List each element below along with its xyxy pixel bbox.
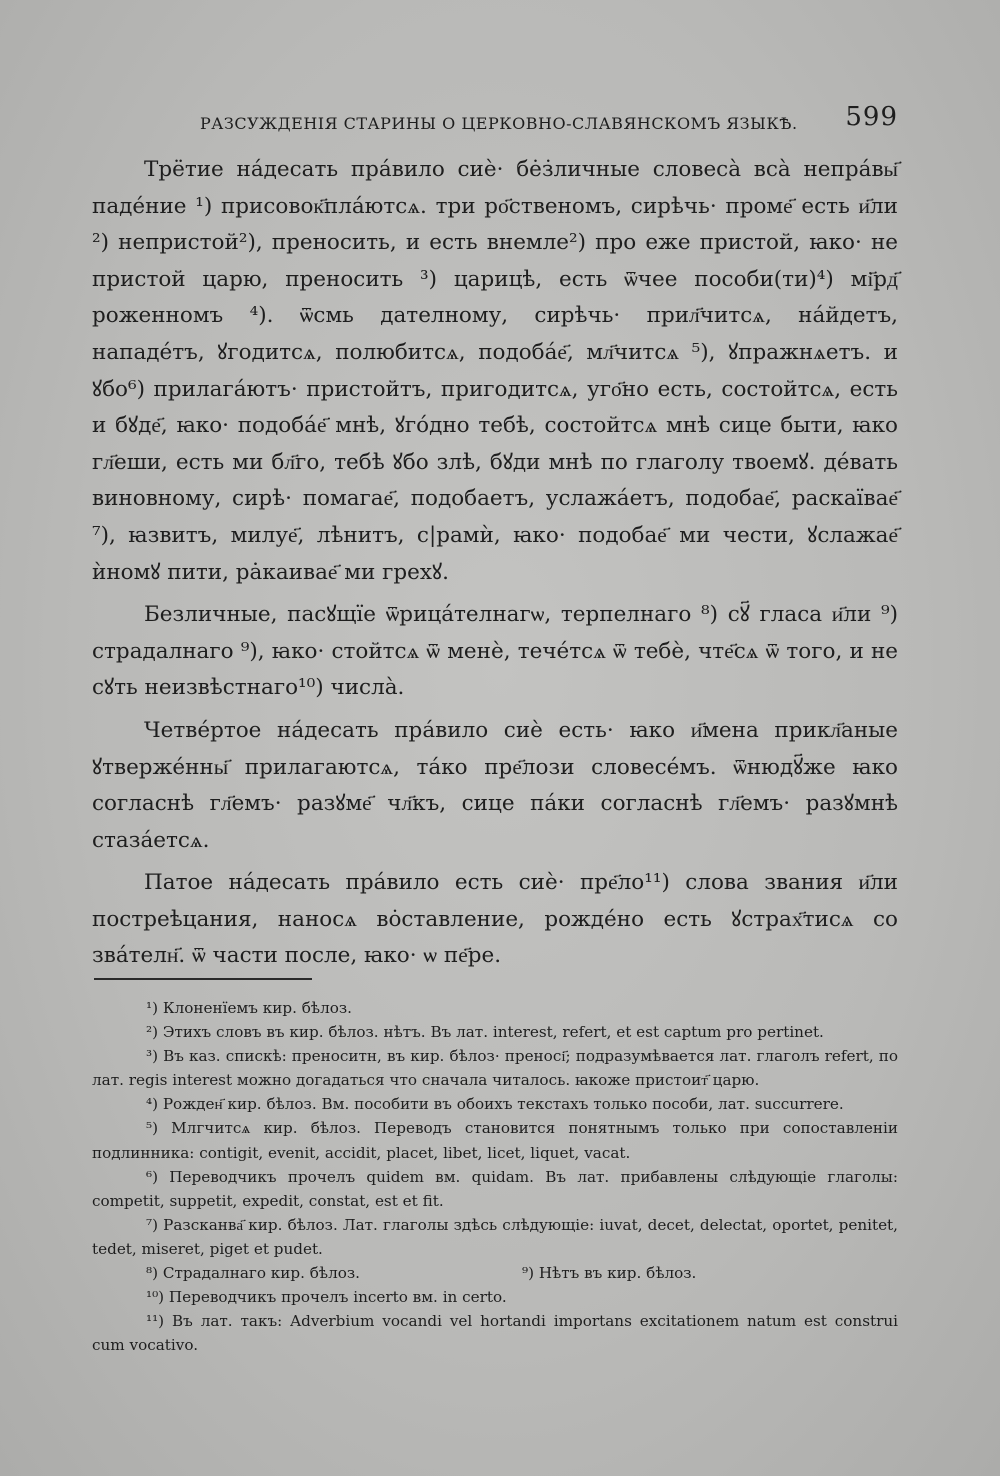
footnotes — [92, 996, 898, 1357]
footnote: ²) Этихъ словъ въ кир. бѣлоз. нѣтъ. Въ лат. interest, refert, et est captum pro pertinet. — [146, 1023, 824, 1042]
footnote: ¹¹) Въ лат. такъ: Adverbium vocandi vel hortandi importans excitationem natum est construi cum vocativo. — [92, 1312, 898, 1355]
paragraph: Трётие нáдесать прáвило сиè· бе̇з̇личные словесà всà непрáвы҃ падéние ¹) присовок҃плáютсѧ. три ро҃ственомъ, сирѣчь· проме҃ есть и҃ли ²) непристой²), преносить, и есть внемле²) про еже пристой, ꙗко· не пристой царю, преносить ³) царицѣ, есть ѿчее пособи(ти)⁴) мі҃рд҃ роженномъ ⁴). ѿсмь дателному, сирѣчь· прил҃читсѧ, нáйдетъ, нападéтъ, ꙋгодитсѧ, полюбитсѧ, подобáе҃, мл҃читсѧ ⁵), ꙋпражнѧетъ. и ꙋбо⁶) прилагáютъ· пристойтъ, пригодитсѧ, уго҃но есть, состойтсѧ, есть и бꙋде҃, ꙗко· подобáе҃ мнѣ, ꙋгóдно тебѣ, состойтсѧ мнѣ сице быти, ꙗко гл҃еши, есть ми бл҃го, тебѣ ꙋбо злѣ, бꙋди мнѣ по глаголу твоемꙋ. дéвать виновному, сирѣ· помагае҃, подобаетъ, услажáетъ, подобае҃, раскаївае҃ ⁷), ꙗзвитъ, милуе҃, лѣнитъ, с|рамѝ, ꙗко· подобае҃ ми чести, ꙋслажае҃ ѝномꙋ пити, ра̇̇каивае҃ ми грехꙋ. — [92, 157, 898, 585]
running-title: РАЗСУЖДЕНІЯ СТАРИНЫ О ЦЕРКОВНО-СЛАВЯНСКОМЪ ЯЗЫКѢ. — [200, 114, 798, 133]
footnote: ⁷) Разсканва҃ кир. бѣлоз. Лат. глаголы здѣсь слѣдующіе: iuvat, decet, delectat, oportet, penitet, tedet, miseret, piget et pudet. — [92, 1215, 898, 1258]
footnote: ¹) Клоненїемъ кир. бѣлоз. — [146, 999, 352, 1017]
footnote: ⁵) Млгчитсѧ кир. бѣлоз. Переводъ становится понятнымъ только при сопоставленіи подлинника: contigit, evenit, accidit, placet, libet, licet, liquet, vacat. — [92, 1119, 898, 1162]
footnote: ¹⁰) Переводчикъ прочелъ incerto вм. in certo. — [146, 1288, 507, 1307]
footnote: ⁴) Рожден҃ кир. бѣлоз. Вм. пособити въ обоихъ текстахъ только пособи, лат. succurrere. — [146, 1095, 844, 1114]
footnote: ⁶) Переводчикъ прочелъ quidem вм. quidam. Въ лат. прибавлены слѣдующіе глаголы: competit, suppetit, expedit, constat, est et fit. — [92, 1167, 898, 1210]
footnote: ⁸) Страдалнаго кир. бѣлоз. — [146, 1264, 360, 1283]
page-number: 599 — [845, 102, 898, 132]
footnote-separator — [94, 978, 312, 980]
paragraph: Четвéртое нáдесать прáвило сиè есть· ꙗко и҃мена прикл҃аные ꙋтвержéнны҃ прилагаютсѧ, тáко пре҃лози словесéмъ. ѿнюдꙋ҃же ꙗко согласнѣ гл҃емъ· разꙋме҃ чл҃къ, сице пáки согласнѣ гл҃емъ· разꙋмнѣ стазáетсѧ. — [92, 717, 898, 853]
paragraph: Патое нáдесать прáвило есть сиè· пре҃ло¹¹) слова звания и҃ли постреѣцания, наносѧ во̇ставление, рождéно есть ꙋстрах҃тисѧ со звáтелн҃. ѿ части после, ꙗко· ѡ пе҃ре. — [92, 870, 898, 969]
main-text — [92, 152, 898, 981]
footnote-pair — [92, 1261, 898, 1285]
page-header — [100, 100, 900, 140]
footnote: ⁹) Нѣтъ въ кир. бѣлоз. — [522, 1264, 697, 1283]
paragraph: Безличные, пасꙋщїе ѿрицáтелнагѡ, терпелнаго ⁸) сꙋ҃ гласа и҃ли ⁹) страдалнаго ⁹), ꙗко· стойтсѧ ѿ менè, течéтсѧ ѿ тебè, чте҃сѧ ѿ того, и не сꙋть неизвѣстнаго¹⁰) числà. — [92, 602, 898, 701]
footnote: ³) Въ каз. спискѣ: преноситн, въ кир. бѣлоз· преносі҃; подразумѣвается лат. глаголъ refert, по лат. regis interest можно догадаться что сначала читалось. ꙗкоже пристоит҃ царю. — [92, 1047, 898, 1090]
